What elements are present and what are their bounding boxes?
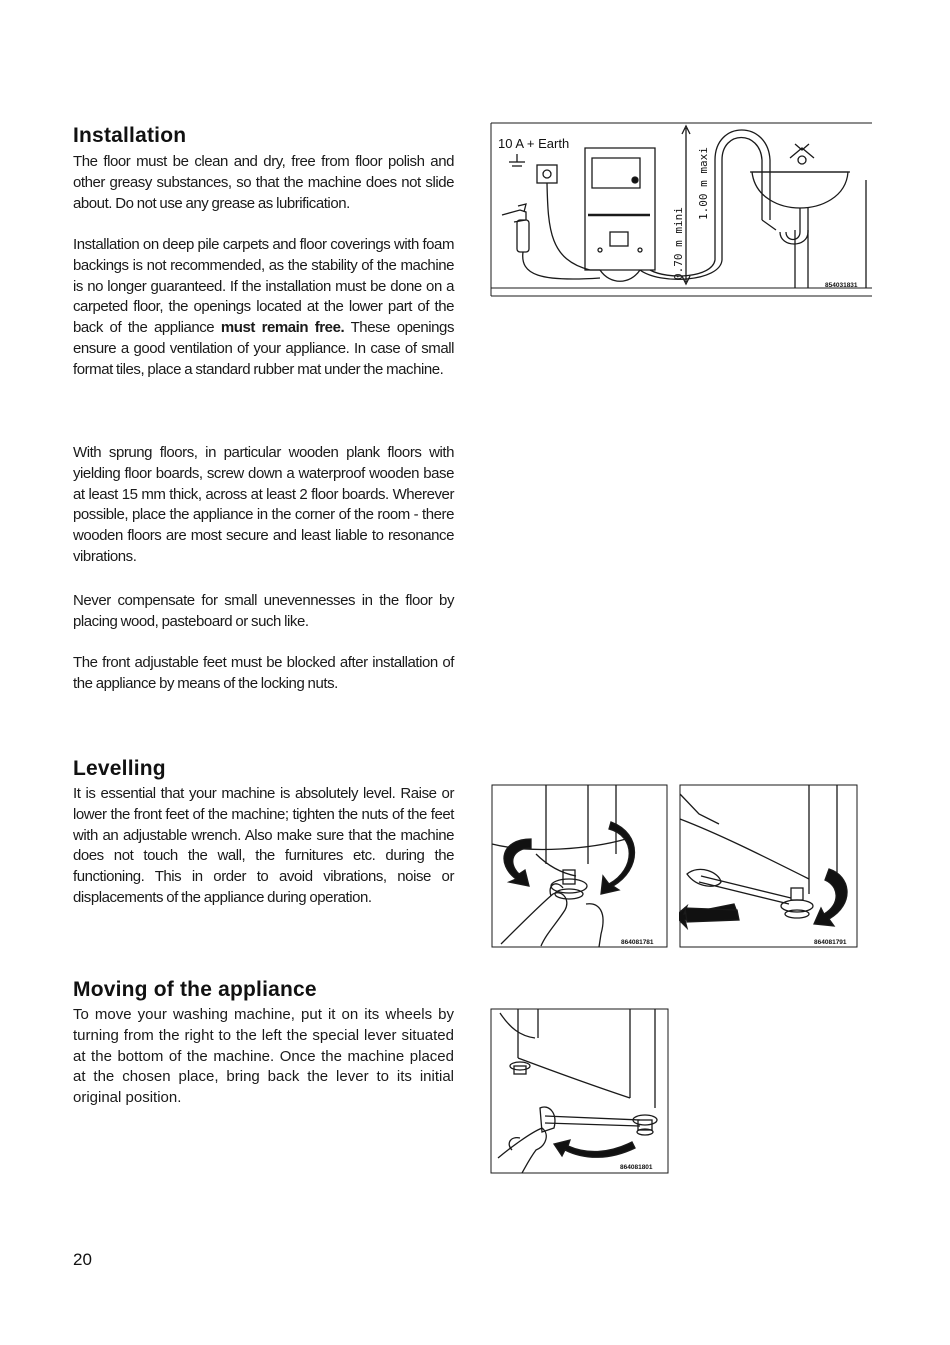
- installation-paragraph-1: The floor must be clean and dry, free from floor polish and other greasy substances, so that the machine does not slide about. Do not use any grease as lubrification.: [73, 153, 454, 212]
- installation-paragraph-2-text: Installation on deep pile carpets and floor coverings with foam backings is not recommended, as the stability of the machine is no longer guaranteed. If the installation must be done on a carpeted floor, the openings located at the lower part of the back of the appliance: [73, 236, 454, 337]
- levelling-heading: Levelling: [73, 757, 166, 780]
- levelling-paragraph: It is essential that your machine is absolutely level. Raise or lower the front feet of the machine; tighten the nuts of the feet with an adjustable wrench. Also make sure that the machine does not touch the wall, the furnitures etc. during the functioning. This in order to avoid vibrations, noise or displacements of the appliance during operation.: [73, 785, 454, 906]
- installation-paragraph-2: [73, 235, 454, 381]
- moving-figure-code: 864081801: [620, 1164, 653, 1171]
- installation-paragraph-2-rest: These openings ensure a good ventilation of your appliance. In case of small format tiles, place a standard rubber mat under the machine.: [73, 319, 454, 378]
- must-remain-free-emphasis: must remain free.: [220, 319, 345, 337]
- mini-label: 0.70 m mini: [672, 207, 685, 280]
- level-right-figure-code: 864081791: [814, 939, 847, 946]
- installation-diagram: [490, 120, 872, 298]
- installation-paragraph-5: The front adjustable feet must be blocked after installation of the appliance by means of the locking nuts.: [73, 654, 454, 692]
- maxi-label: 1.00 m maxi: [697, 147, 710, 220]
- installation-heading: Installation: [73, 124, 187, 147]
- levelling-diagram-right: [679, 784, 858, 948]
- page-number: 20: [73, 1250, 92, 1269]
- install-figure-code: 854031831: [825, 282, 858, 289]
- installation-paragraph-3: With sprung floors, in particular wooden plank floors with yielding floor boards, screw down a waterproof wooden base at least 15 mm thick, across at least 2 floor boards. Wherever possible, place the appliance in the corner of the room - there wooden floors are most secure and least liable to resonance vibrations.: [73, 444, 454, 565]
- installation-paragraph-4: Never compensate for small unevennesses in the floor by placing wood, pasteboard or such like.: [73, 592, 454, 630]
- moving-paragraph: To move your washing machine, put it on its wheels by turning from the right to the left the special lever situated at the bottom of the machine. Once the machine placed at the chosen place, bring back the lever to its initial original position.: [73, 1006, 454, 1107]
- moving-heading: Moving of the appliance: [73, 978, 317, 1001]
- level-left-figure-code: 864081781: [621, 939, 654, 946]
- moving-diagram: [490, 1008, 669, 1174]
- levelling-diagram-left: [491, 784, 668, 948]
- power-label: 10 A + Earth: [498, 136, 570, 151]
